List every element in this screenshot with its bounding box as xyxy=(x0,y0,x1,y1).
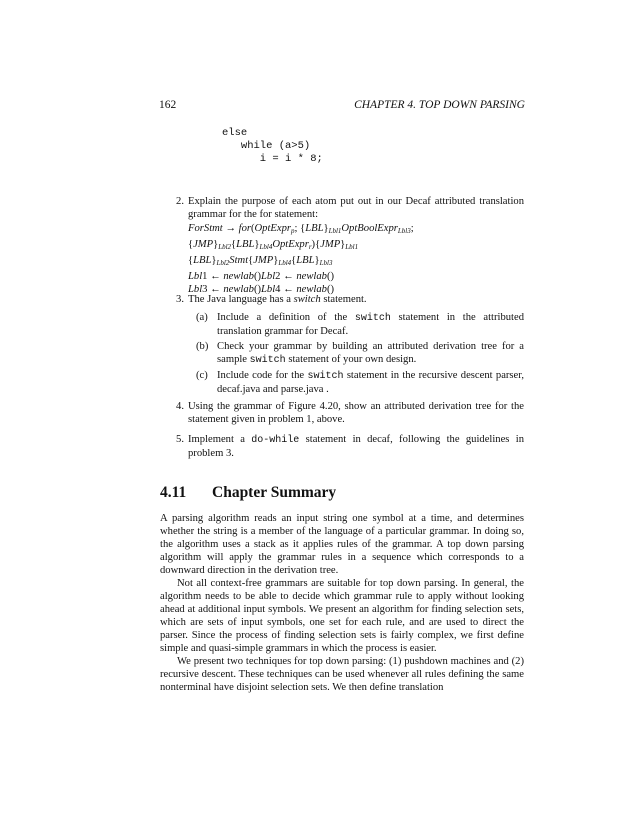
exercise-text: Implement a do-while statement in decaf, following the guidelines in problem 3. xyxy=(188,434,524,459)
exercise-text: Using the grammar of Figure 4.20, show an attributed derivation tree for the statement given in problem 1, above. xyxy=(188,401,524,425)
code-line: i = i * 8; xyxy=(222,153,323,165)
summary-paragraph: Not all context-free grammars are suitable for top down parsing. In general, the algorithm needs to be able to decide which grammar rule to apply without looking ahead at additional input symbols. We present an algorithm for finding selection sets, which are sets of input symbols, one set for each rule, and are used to direct the parser. Since the process of finding selection sets is fairly complex, we first define simple and quasi-simple grammars in which the process is easier. xyxy=(160,578,524,654)
subitem-text: Include a definition of the switch statement in the attributed translation grammar for Decaf. xyxy=(217,312,524,337)
section-number: 4.11 xyxy=(160,484,187,501)
code-line: while (a>5) xyxy=(222,140,311,152)
exercise-number: 5. xyxy=(176,434,184,445)
running-header: CHAPTER 4. TOP DOWN PARSING xyxy=(354,99,525,111)
subitem-text: Check your grammar by building an attributed derivation tree for a sample switch statement of your own design. xyxy=(217,341,524,366)
summary-paragraph: We present two techniques for top down parsing: (1) pushdown machines and (2) recursive descent. These techniques can be used whenever all rules defining the same nonterminal have disjoint selection sets. We then define translation xyxy=(160,656,524,693)
grammar-rules: ForStmt → for(OptExpr$_p$; $\{LBL\}_{Lbl1}OptBoolExpr_{Lbl3}$; $\{JMP\}_{Lbl2}\{LBL\}_{Lbl4}OptExpr_r)\{JMP\}_{Lbl1}$ $\{LBL\}_{Lbl2}Stmt\{JMP\}_{Lbl4}\{LBL\}_{Lbl3}$ Lbl1 ← newlab()Lbl2 ← newlab() Lbl3 ← newlab()Lbl4 ← newlab() xyxy=(188,223,414,295)
summary-paragraph: A parsing algorithm reads an input string one symbol at a time, and determines whether the string is a member of the language of a particular grammar. In doing so, the algorithm uses a stack as it applies rules of the grammar. A top down parsing algorithm will apply the grammar rules in a sequence which corresponds to a downward direction in the derivation tree. xyxy=(160,513,524,576)
page-number: 162 xyxy=(159,99,177,111)
exercise-number: 2. xyxy=(176,196,184,207)
code-line: else xyxy=(222,127,248,139)
exercise-text: Explain the purpose of each atom put out in our Decaf attributed translation grammar for the for statement: xyxy=(188,196,524,220)
section-heading xyxy=(160,484,336,502)
section-title: Chapter Summary xyxy=(212,484,337,501)
exercise-number: 4. xyxy=(176,401,184,412)
exercise-number: 3. xyxy=(176,294,184,305)
document-page: 162 CHAPTER 4. TOP DOWN PARSING else while (a>5) i = i * 8; 2. Explain the purpose of each atom put out in our Decaf attributed translation grammar for the for statement: ForStmt → for(OptExpr$_p$; $\{LBL\}_{Lbl1}OptBoolExpr_{Lbl3}$; $\{JMP\}_{Lbl2}\{LBL\}_{Lbl4}OptExpr_r)\{JMP\}_{Lbl1}$ $\{LBL\}_{Lbl2}Stmt\{JMP\}_{Lbl4}\{LBL\}_{Lbl3}$ Lbl1 ← newlab()Lbl2 ← newlab() Lbl3 ← newlab()Lbl4 ← newlab() 3. The Java language has a switch statement. (a) Include a definition of the switch statement in the attributed translation grammar for Decaf. (b) Check your grammar by building an attributed derivation tree for a sample switch statement of your own design. (c) Include code for the switch statement in the recursive descent parser, decaf.java and parse.java . 4. Using the grammar of Figure 4.20, show an attributed derivation tree for the statement given in problem 1, above. 5. Implement a do-while statement in decaf, following the guidelines in problem 3. 4.11 Chapter Summary A parsing algorithm reads an input string one symbol at a time, and determines whether the string is a member of the language of a particular grammar. In doing so, the algorithm uses a stack as it applies rules of the grammar. A top down parsing algorithm will apply the grammar rules in a sequence which corresponds to a downward direction in the derivation tree. Not all context-free grammars are suitable for top down parsing. In general, the algorithm needs to be able to decide which grammar rule to apply without looking ahead at additional input symbols. We present an algorithm for finding selection sets, which are sets of input symbols, one set for each rule, and are used to direct the parser. Since the process of finding selection sets is fairly complex, we first define simple and quasi-simple grammars in which the process is easier. We present two techniques for top down parsing: (1) pushdown machines and (2) recursive descent. These techniques can be used whenever all rules defining the same nonterminal have disjoint selection sets. We then define translation xyxy=(159,99,525,693)
subitem-text: Include code for the switch statement in the recursive descent parser, decaf.java and parse.java . xyxy=(217,370,525,395)
exercise-text: The Java language has a switch statement. xyxy=(188,294,367,305)
code-block xyxy=(222,127,323,166)
chapter-summary xyxy=(160,512,524,694)
